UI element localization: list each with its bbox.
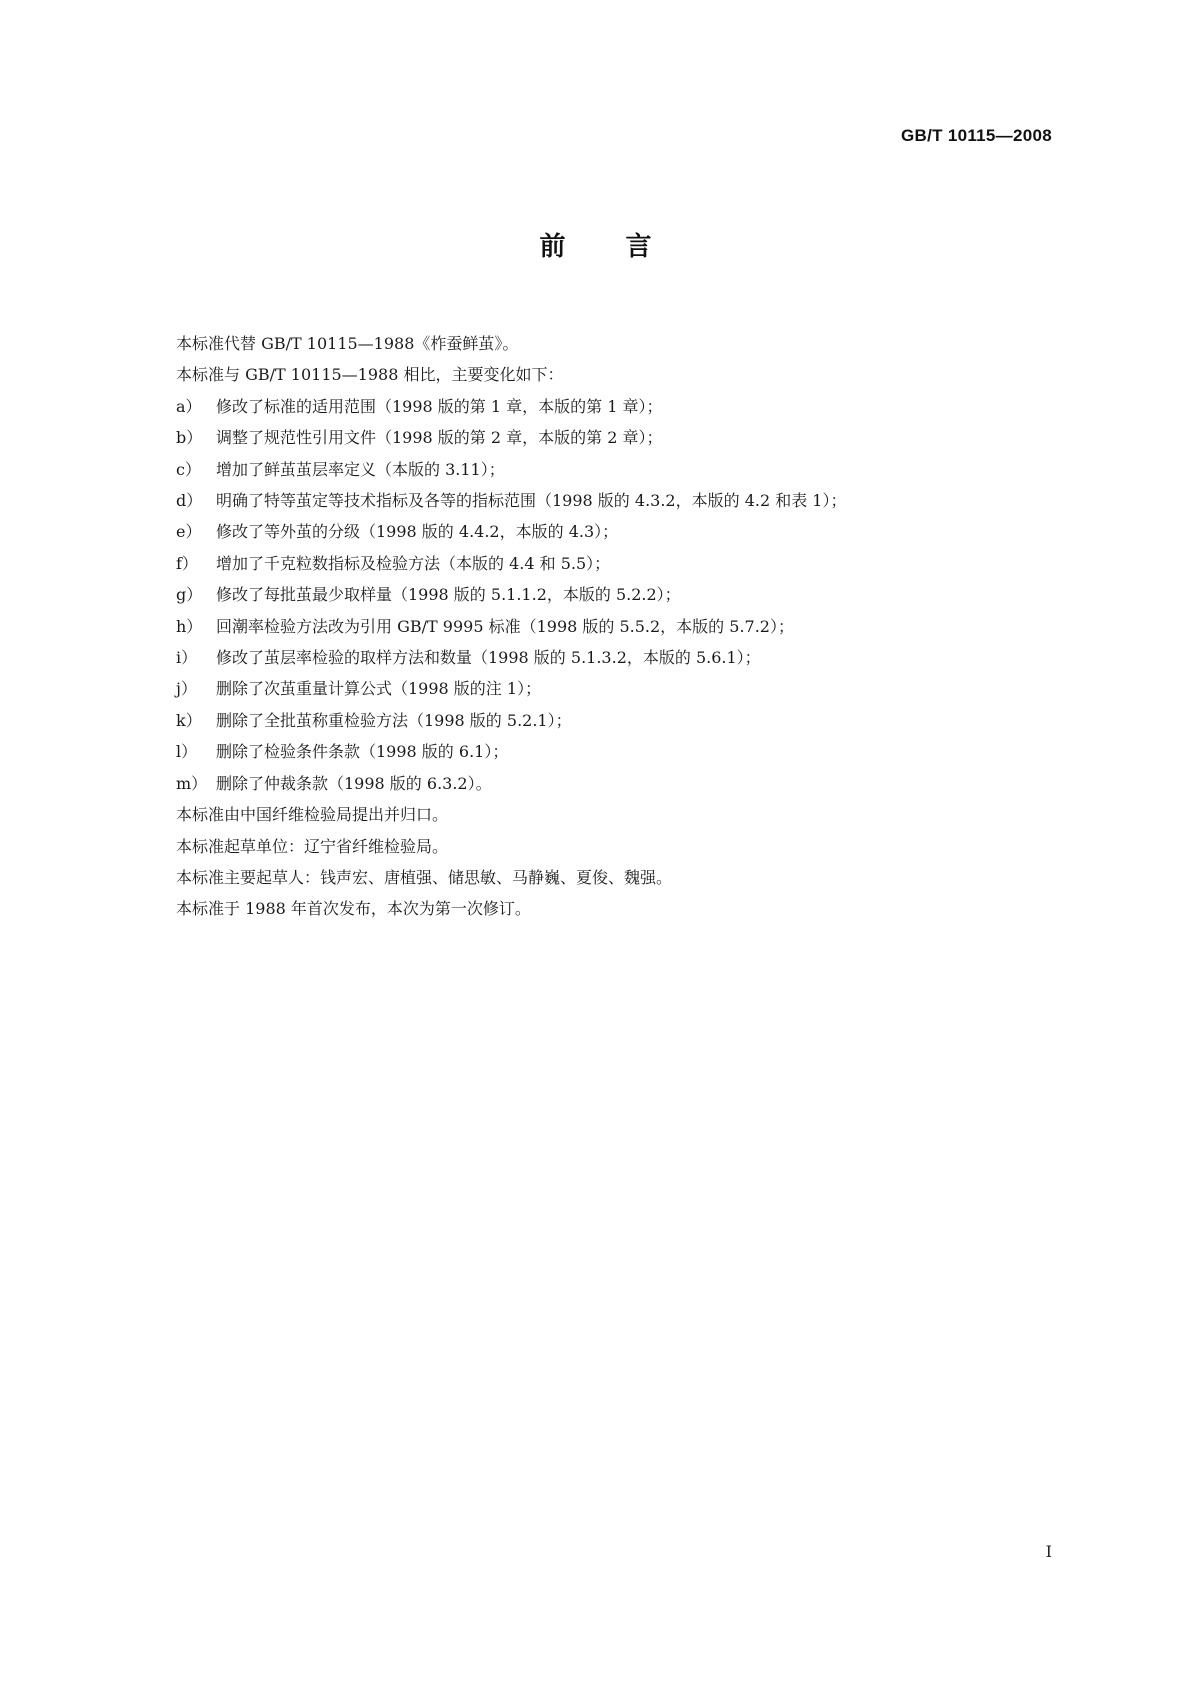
- page-title: 前言: [539, 232, 712, 262]
- list-item-text: 调整了规范性引用文件（1998 版的第 2 章，本版的第 2 章）；: [216, 428, 663, 448]
- list-item: [176, 673, 1056, 704]
- list-item-text: 修改了等外茧的分级（1998 版的 4.4.2，本版的 4.3）；: [216, 522, 619, 542]
- list-item: [176, 642, 1056, 673]
- list-item-text: 修改了每批茧最少取样量（1998 版的 5.1.1.2，本版的 5.2.2）；: [216, 585, 681, 605]
- page-number: I: [1045, 1542, 1052, 1561]
- list-item-marker: e）: [176, 522, 202, 542]
- list-item: [176, 736, 1056, 767]
- list-item-marker: f）: [176, 553, 198, 573]
- list-item: [176, 548, 1056, 579]
- intro-paragraph: 本标准与 GB/T 10115—1988 相比，主要变化如下：: [176, 365, 564, 385]
- list-item: [176, 768, 1056, 799]
- list-item-text: 删除了仲裁条款（1998 版的 6.3.2）。: [216, 773, 492, 793]
- list-item: [176, 611, 1056, 642]
- list-item-marker: g）: [176, 585, 203, 605]
- list-item: [176, 579, 1056, 610]
- list-item-marker: d）: [176, 491, 203, 511]
- list-item: [176, 485, 1056, 516]
- list-item: [176, 516, 1056, 547]
- list-item-marker: i）: [176, 648, 198, 668]
- changes-list: [176, 391, 1056, 799]
- list-item-marker: k）: [176, 710, 202, 730]
- list-item-marker: m）: [176, 773, 208, 793]
- list-item-marker: h）: [176, 616, 203, 636]
- list-item-marker: c）: [176, 459, 201, 479]
- list-item-text: 回潮率检验方法改为引用 GB/T 9995 标准（1998 版的 5.5.2，本版的 5.7.2）；: [216, 616, 794, 636]
- list-item-text: 明确了特等茧定等技术指标及各等的指标范围（1998 版的 4.3.2，本版的 4.2 和表 1）；: [216, 491, 847, 511]
- closing-paragraph: 本标准于 1988 年首次发布，本次为第一次修订。: [176, 899, 531, 919]
- list-item-text: 修改了标准的适用范围（1998 版的第 1 章，本版的第 1 章）；: [216, 396, 663, 416]
- closing-paragraph: 本标准起草单位：辽宁省纤维检验局。: [176, 836, 449, 856]
- list-item-text: 修改了茧层率检验的取样方法和数量（1998 版的 5.1.3.2，本版的 5.6.1）；: [216, 648, 761, 668]
- list-item: [176, 422, 1056, 453]
- closing-paragraph: 本标准主要起草人：钱声宏、唐植强、储思敏、马静巍、夏俊、魏强。: [176, 867, 673, 887]
- list-item: [176, 705, 1056, 736]
- list-item: [176, 391, 1056, 422]
- list-item-text: 增加了鲜茧茧层率定义（本版的 3.11）；: [216, 459, 505, 479]
- intro-paragraph: 本标准代替 GB/T 10115—1988《柞蚕鲜茧》。: [176, 334, 519, 353]
- list-item: [176, 454, 1056, 485]
- closing-paragraph: 本标准由中国纤维检验局提出并归口。: [176, 805, 449, 825]
- foreword-body: [176, 328, 1056, 925]
- list-item-text: 增加了千克粒数指标及检验方法（本版的 4.4 和 5.5）；: [216, 553, 611, 573]
- standard-code: GB/T 10115—2008: [901, 126, 1052, 145]
- list-item-text: 删除了全批茧称重检验方法（1998 版的 5.2.1）；: [216, 710, 572, 730]
- list-item-text: 删除了检验条件条款（1998 版的 6.1）；: [216, 742, 509, 762]
- list-item-marker: l）: [176, 742, 198, 762]
- list-item-marker: j）: [176, 679, 197, 699]
- list-item-marker: a）: [176, 396, 202, 416]
- list-item-marker: b）: [176, 428, 203, 448]
- list-item-text: 删除了次茧重量计算公式（1998 版的注 1）；: [216, 679, 542, 699]
